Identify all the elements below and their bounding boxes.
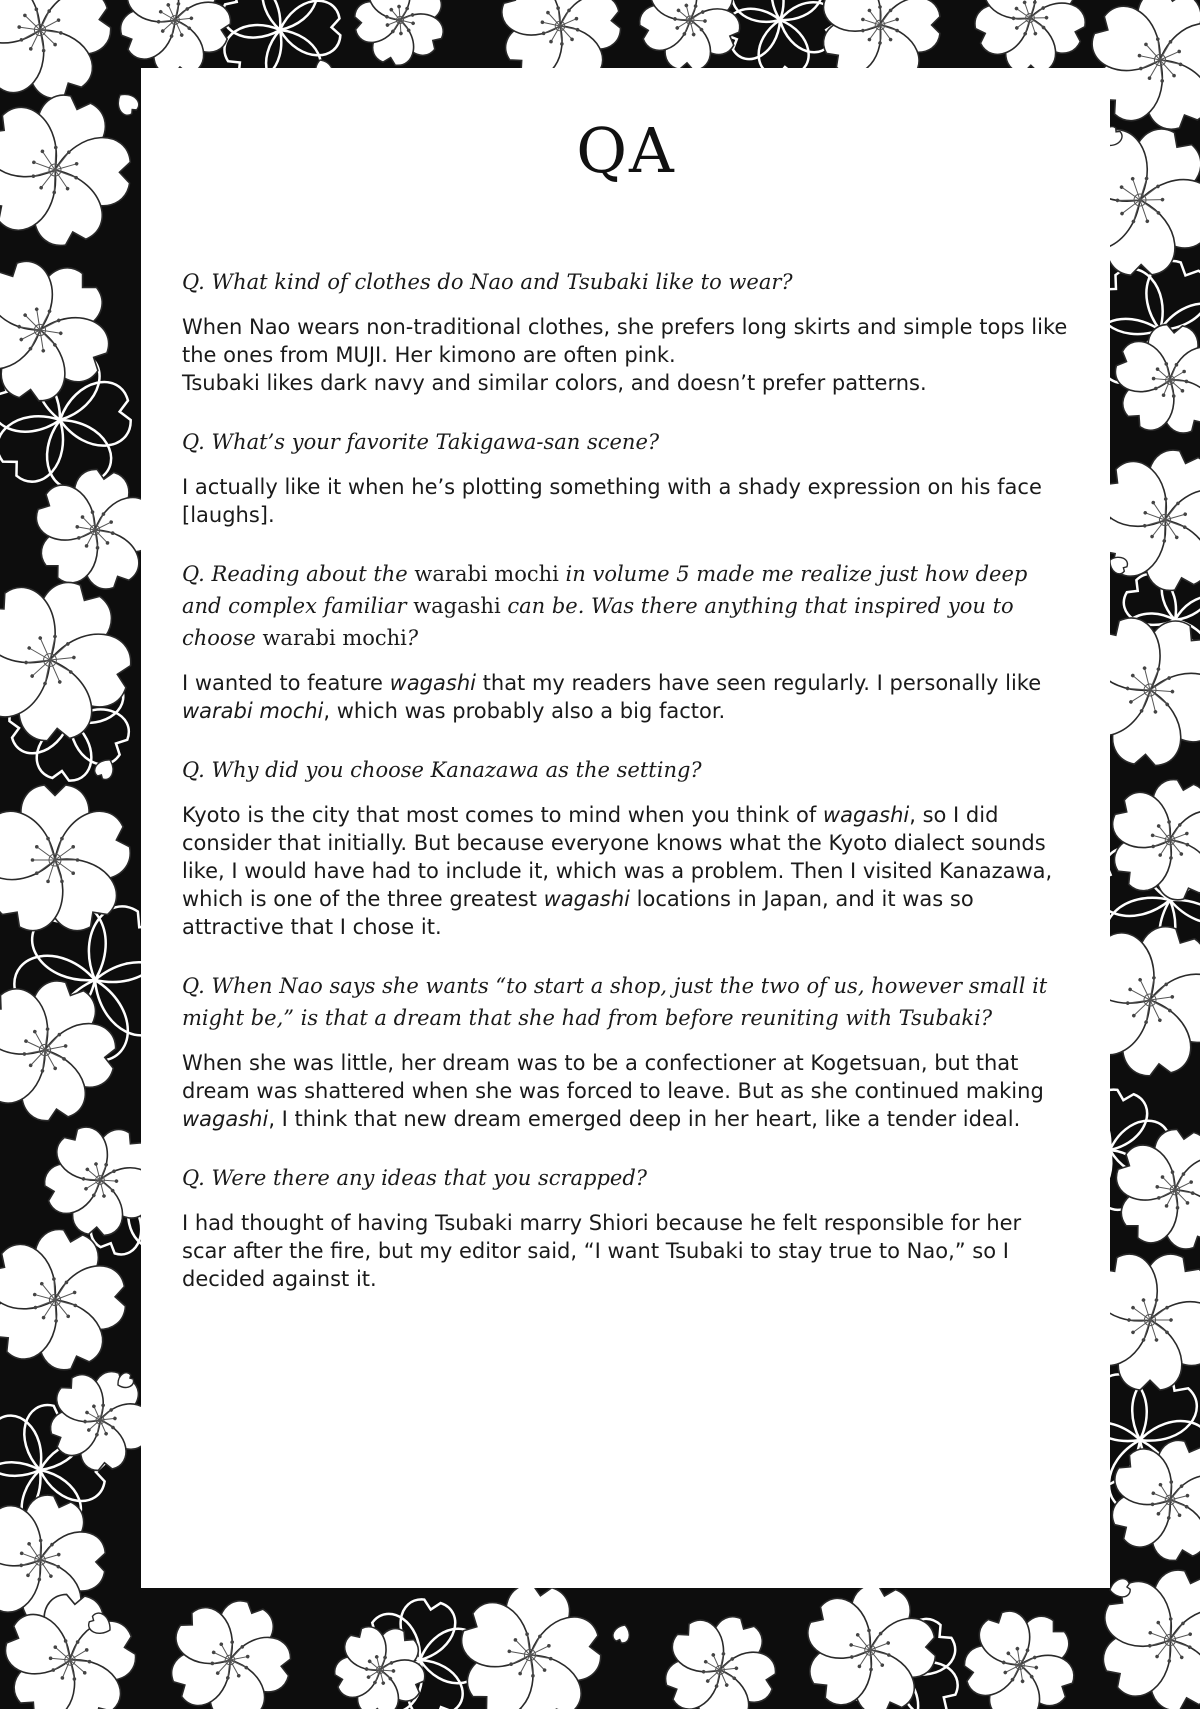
- answer-text: I actually like it when he’s plotting something with a shady expression on his face [laughs].: [182, 475, 1042, 527]
- answer: [182, 1209, 1070, 1293]
- answer-text: that my readers have seen regularly. I personally like: [475, 671, 1042, 695]
- qa-item: [182, 558, 1070, 725]
- answer-text: I had thought of having Tsubaki marry Shiori because he felt responsible for her scar after the fire, but my editor said, “I want Tsubaki to stay true to Nao,” so I decided against it.: [182, 1211, 1022, 1291]
- answer-text: Tsubaki likes dark navy and similar colors, and doesn’t prefer patterns.: [182, 371, 927, 395]
- answer-text: When she was little, her dream was to be a confectioner at Kogetsuan, but that dream was shattered when she was forced to leave. But as she continued making: [182, 1051, 1044, 1103]
- answer: [182, 313, 1070, 397]
- qa-panel: [141, 68, 1110, 1588]
- qa-item: [182, 266, 1070, 397]
- question-term: warabi mochi: [262, 626, 407, 650]
- question-text: Q. What’s your favorite Takigawa-san scene?: [182, 430, 660, 454]
- qa-item: [182, 970, 1070, 1133]
- question-text: Q. Reading about the: [182, 562, 415, 586]
- answer: [182, 473, 1070, 529]
- answer-term: warabi mochi: [182, 699, 324, 723]
- question-text: ?: [406, 626, 419, 650]
- answer-text: , I think that new dream emerged deep in her heart, like a tender ideal.: [268, 1107, 1021, 1131]
- question: [182, 754, 1070, 786]
- answer: [182, 669, 1070, 725]
- page-title: QA: [576, 114, 676, 187]
- question: [182, 266, 1070, 298]
- question-term: wagashi: [413, 594, 501, 618]
- question: [182, 1162, 1070, 1194]
- answer-term: wagashi: [389, 671, 476, 695]
- answer-term: wagashi: [182, 1107, 269, 1131]
- question-text: in volume 5 made me realize just how deep and complex familiar: [182, 562, 1028, 618]
- answer-text: , which was probably also a big factor.: [323, 699, 726, 723]
- question-text: can be. Was there anything that inspired you to choose: [182, 594, 1014, 650]
- question-text: Q. What kind of clothes do Nao and Tsubaki like to wear?: [182, 270, 793, 294]
- answer-text: locations in Japan, and it was so attractive that I chose it.: [182, 887, 974, 939]
- qa-item: [182, 754, 1070, 941]
- question-text: Q. Were there any ideas that you scrapped?: [182, 1166, 648, 1190]
- answer-term: wagashi: [543, 887, 630, 911]
- answer-term: wagashi: [822, 803, 910, 827]
- answer-text: When Nao wears non-traditional clothes, she prefers long skirts and simple tops like the ones from MUJI. Her kimono are often pink.: [182, 315, 1068, 367]
- answer-text: I wanted to feature: [182, 671, 390, 695]
- question-text: Q. When Nao says she wants “to start a shop, just the two of us, however small it might be,” is that a dream that she had from before reuniting with Tsubaki?: [182, 974, 1048, 1030]
- qa-list: [182, 266, 1070, 1293]
- answer-text: , so I did consider that initially. But because everyone knows what the Kyoto dialect sounds like, I would have had to include it, which was a problem. Then I visited Kanazawa, which is one of the three greatest: [182, 803, 1053, 911]
- question: [182, 970, 1070, 1034]
- answer-text: Kyoto is the city that most comes to mind when you think of: [182, 803, 823, 827]
- question: [182, 558, 1070, 654]
- qa-item: [182, 426, 1070, 529]
- qa-item: [182, 1162, 1070, 1293]
- answer: [182, 1049, 1070, 1133]
- question-text: Q. Why did you choose Kanazawa as the setting?: [182, 758, 702, 782]
- answer: [182, 801, 1070, 941]
- question: [182, 426, 1070, 458]
- question-term: warabi mochi: [414, 562, 559, 586]
